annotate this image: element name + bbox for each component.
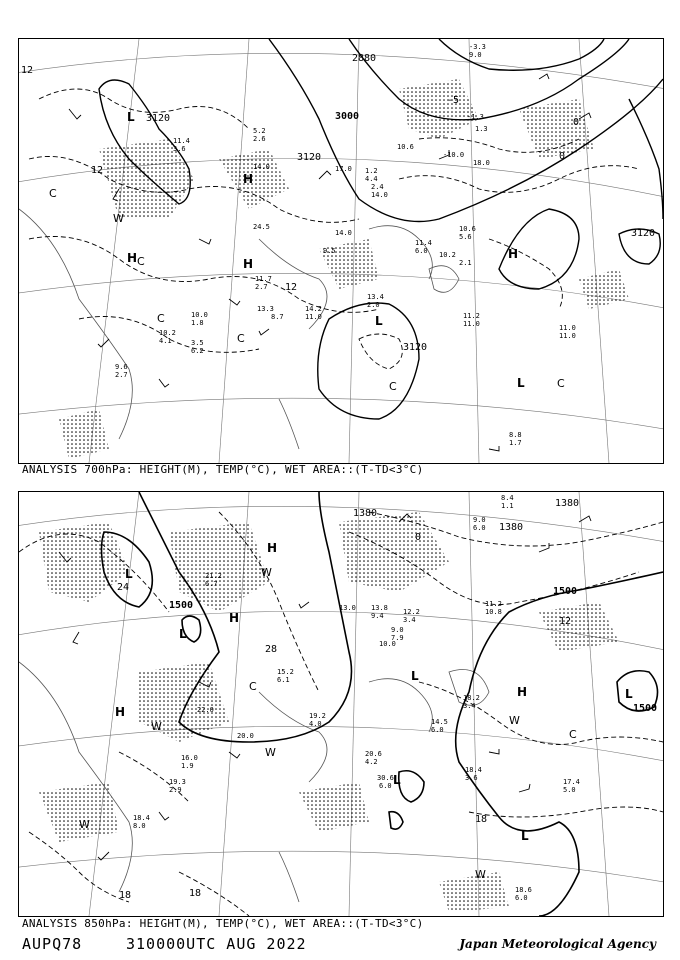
pressure-center-high: H [127,251,138,265]
temp-center-cold: C [249,680,257,693]
pressure-center-low: L [411,669,419,683]
station-temp: 18.6 [515,886,532,894]
contour-label: 18 [119,890,132,901]
station-dewpoint: 6.1 [277,676,290,684]
temp-center-warm: W [151,720,162,733]
station-dewpoint: 11.0 [559,332,576,340]
station-dewpoint: 6.0 [379,782,392,790]
temp-center-cold: C [557,377,565,390]
contour-label: 1380 [555,498,580,509]
station-temp: 18.2 [463,694,480,702]
station-dewpoint: 6.0 [515,894,528,902]
station-temp: 12.2 [403,608,420,616]
station-dewpoint: 2.7 [255,283,268,291]
valid-time: 310000UTC AUG 2022 [126,935,307,953]
station-dewpoint: 2.9 [169,786,182,794]
pressure-center-high: H [267,541,278,555]
station-temp: 14.2 [305,305,322,313]
station-temp: 10.6 [397,143,414,151]
station-dewpoint: 2.6 [253,135,266,143]
station-dewpoint: 11.0 [305,313,322,321]
station-temp: 8.4 [501,494,514,502]
station-dewpoint: 9.5 [323,247,336,255]
station-temp: 11.7 [255,275,272,283]
contour-label: 24 [117,582,130,593]
station-temp: 11.4 [173,137,190,145]
station-dewpoint: 6.0 [415,247,428,255]
temp-center-warm: W [261,566,272,579]
station-temp: 14.0 [335,229,352,237]
contour-label: 1500 [169,600,194,611]
pressure-center-low: L [521,829,529,843]
station-temp: 10.6 [459,225,476,233]
station-temp: 13.0 [339,604,356,612]
contour-label: 3000 [335,111,360,122]
station-dewpoint: 11.0 [463,320,480,328]
station-dewpoint: 3.6 [465,774,478,782]
map-850hpa [19,492,663,916]
station-dewpoint: 1.9 [181,762,194,770]
station-temp: 11.2 [485,600,502,608]
temp-center-warm: W [475,868,486,881]
station-temp: 20.6 [365,750,382,758]
station-temp: 2.4 [371,183,384,191]
station-dewpoint: 1.1 [501,502,514,510]
station-temp: -1.3 [467,113,484,121]
pressure-center-high: H [517,685,528,699]
station-temp: 20.0 [237,732,254,740]
contour-label: 12 [91,165,104,176]
station-dewpoint: 3.4 [463,702,476,710]
pressure-center-high: H [243,172,254,186]
station-temp: 15.2 [277,668,294,676]
station-temp: -10.0 [443,151,465,159]
station-temp: 10.2 [159,329,176,337]
pressure-center-low: L [517,376,525,390]
station-dewpoint: 2.7 [115,371,128,379]
product-code: AUPQ78 [22,935,83,953]
temp-center-cold: C [237,332,245,345]
map-700hpa [19,39,663,463]
station-temp: 13.3 [257,305,274,313]
contour-label: 1500 [553,586,578,597]
station-dewpoint: 6.0 [473,524,486,532]
station-dewpoint: 1.8 [191,319,204,327]
station-dewpoint: 2.0 [367,301,380,309]
station-dewpoint: 1.7 [509,439,522,447]
contour-label: 3120 [631,228,656,239]
pressure-center-high: H [115,705,126,719]
station-dewpoint: 14.0 [371,191,388,199]
coastlines [19,662,489,902]
station-temp: 19.2 [309,712,326,720]
wet-areas [59,79,629,459]
temp-center-cold: C [569,728,577,741]
station-dewpoint: 7.9 [391,634,404,642]
contour-label: 0 [559,151,566,162]
height-contours [99,39,663,419]
station-dewpoint: 9.4 [371,612,384,620]
temp-center-cold: C [49,187,57,200]
station-temp: 1.2 [365,167,378,175]
station-dewpoint: 10.0 [379,640,396,648]
station-dewpoint: 1.3 [475,125,488,133]
temp-center-warm: W [509,714,520,727]
contour-label: 3120 [146,113,171,124]
station-temp: 30.6 [377,774,394,782]
pressure-center-high: H [229,611,240,625]
station-temp: 11.2 [463,312,480,320]
pressure-center-low: L [393,773,401,787]
station-temp: -3.3 [469,43,486,51]
contour-label: 1500 [633,703,658,714]
contour-label: 18 [475,814,488,825]
station-dewpoint: 3.4 [403,616,416,624]
station-temp: 18.4 [133,814,150,822]
station-dewpoint: 6.0 [431,726,444,734]
temp-center-warm: W [113,212,124,225]
station-temp: 11.0 [559,324,576,332]
pressure-center-low: L [625,687,633,701]
temp-center-cold: C [389,380,397,393]
contour-label: 12 [21,65,34,76]
temp-center-cold: C [157,312,165,325]
contour-label: 0 [415,532,422,543]
contour-label: 12 [285,282,298,293]
station-temp: 8.8 [509,431,522,439]
station-temp: 14.5 [431,718,448,726]
station-dewpoint: 2.1 [459,259,472,267]
station-dewpoint: 6.2 [191,347,204,355]
contour-label: 12 [559,616,572,627]
station-temp: 14.0 [253,163,270,171]
contour-label: 3120 [297,152,322,163]
pressure-center-high: H [508,247,519,261]
station-dewpoint: 4.2 [365,758,378,766]
caption-850hpa: ANALYSIS 850hPa: HEIGHT(M), TEMP(°C), WET AREA::(T-TD<3°C) [22,917,424,930]
station-temp: 22.0 [197,706,214,714]
station-dewpoint: 3.6 [173,145,186,153]
contour-label: 3120 [403,342,428,353]
station-dewpoint: 8.7 [271,313,284,321]
temp-center-cold: C [137,255,145,268]
temp-center-warm: W [265,746,276,759]
station-dewpoint: 6.7 [205,580,218,588]
station-temp: 13.4 [367,293,384,301]
station-temp: 17.4 [563,778,580,786]
contour-label: 1380 [499,522,524,533]
station-dewpoint: 17.0 [335,165,352,173]
contour-label: 18 [189,888,202,899]
station-dewpoint: 9.0 [469,51,482,59]
station-dewpoint: 24.5 [253,223,270,231]
station-dewpoint: 4.0 [309,720,322,728]
station-temp: 11.4 [415,239,432,247]
station-dewpoint: 5.0 [563,786,576,794]
station-temp: 18.4 [465,766,482,774]
station-dewpoint: 4.4 [365,175,378,183]
station-temp: 19.3 [169,778,186,786]
station-temp: 9.6 [115,363,128,371]
temp-center-warm: W [79,818,90,831]
contour-label: 28 [265,644,278,655]
pressure-center-low: L [125,567,133,581]
agency-name: Japan Meteorological Agency [459,937,656,951]
station-temp: 16.0 [181,754,198,762]
station-temp: 13.8 [371,604,388,612]
pressure-center-low: L [127,110,135,124]
map-panel-850hpa [18,491,664,917]
contour-label: 0 [573,117,580,128]
station-temp: 21.2 [205,572,222,580]
station-temp: 10.0 [191,311,208,319]
station-temp: 10.2 [439,251,456,259]
contour-label: 1380 [353,508,378,519]
pressure-center-low: L [375,314,383,328]
contour-label: 2880 [352,53,377,64]
station-temp: 3.5 [191,339,204,347]
station-temp: 9.0 [391,626,404,634]
contour-label: -5 [447,95,460,106]
station-temp: 5.2 [253,127,266,135]
map-panel-700hpa [18,38,664,464]
caption-700hpa: ANALYSIS 700hPa: HEIGHT(M), TEMP(°C), WET AREA::(T-TD<3°C) [22,463,424,476]
station-dewpoint: 8.0 [133,822,146,830]
pressure-center-low: L [179,627,187,641]
station-dewpoint: 5.6 [459,233,472,241]
station-dewpoint: 10.8 [485,608,502,616]
station-temp: 9.0 [473,516,486,524]
station-dewpoint: 18.0 [473,159,490,167]
station-dewpoint: 4.1 [159,337,172,345]
pressure-center-high: H [243,257,254,271]
